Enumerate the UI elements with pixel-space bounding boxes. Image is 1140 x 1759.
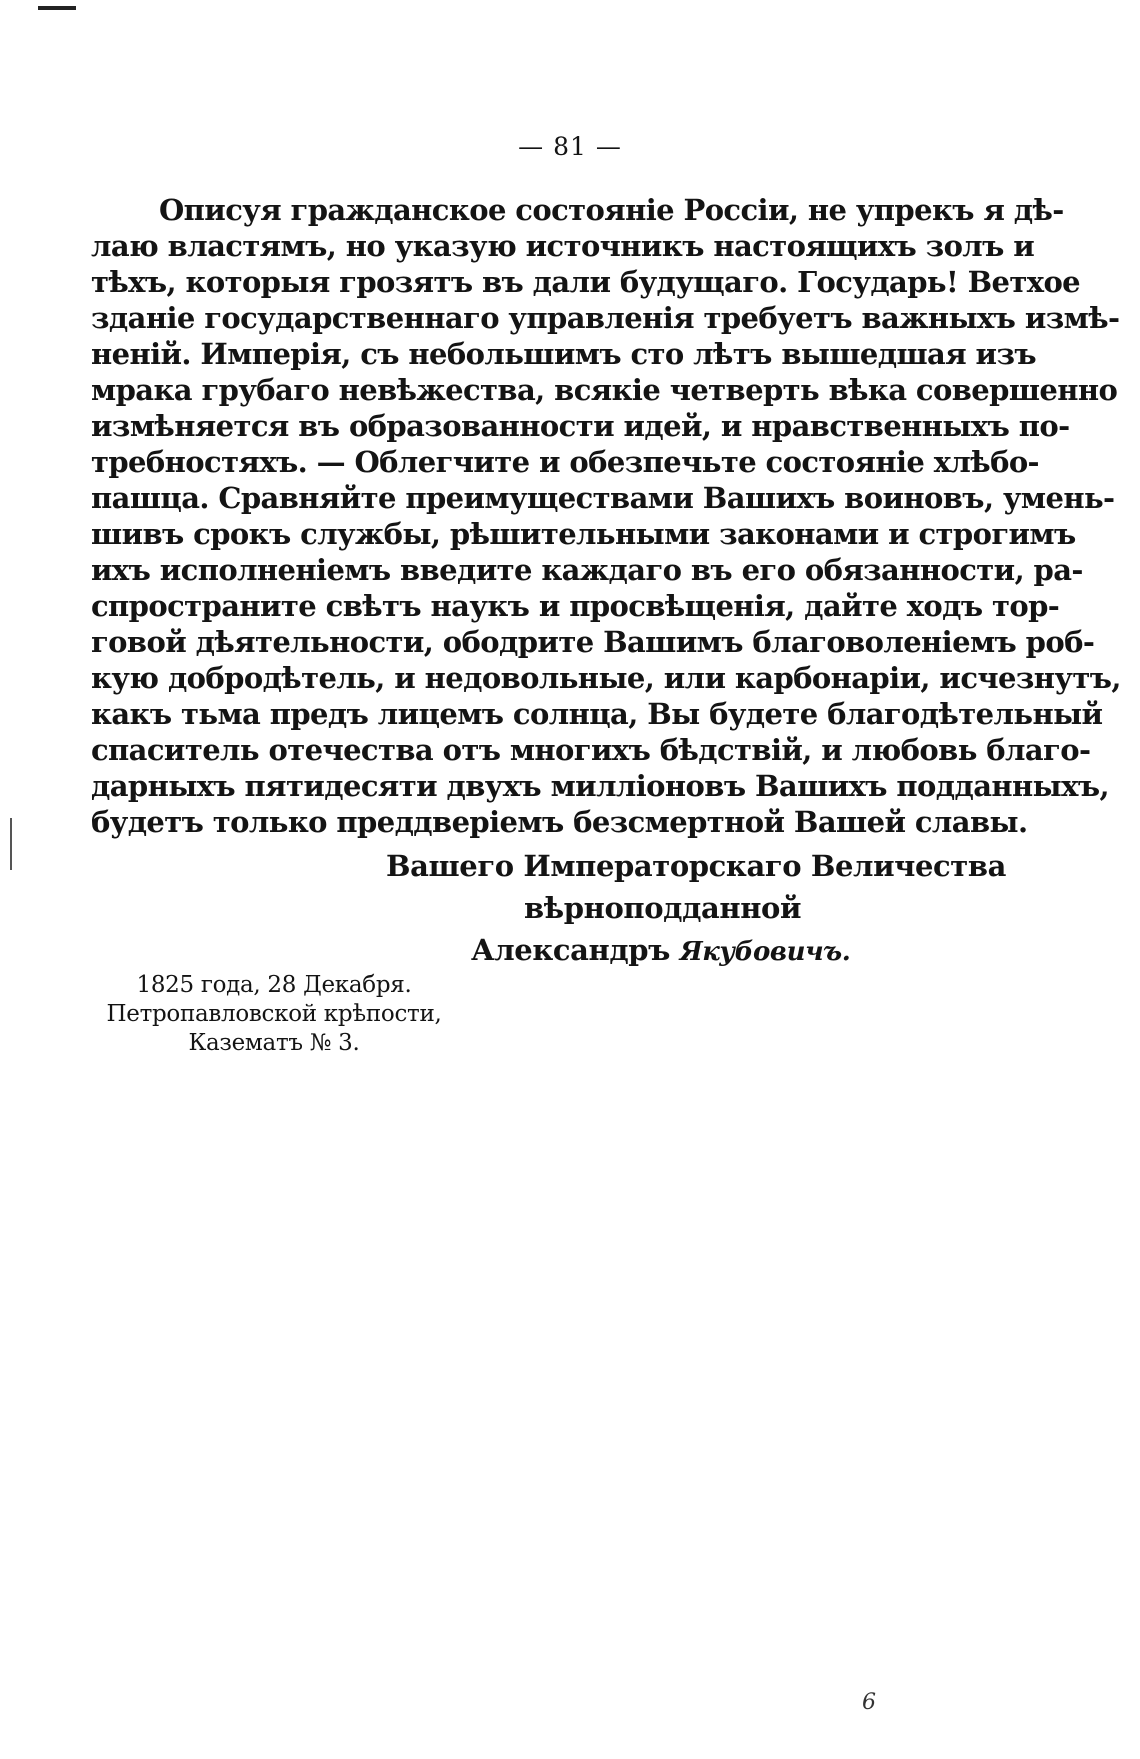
body-line: тѣхъ, которыя грозятъ въ дали будущаго. Государь! Ветхое [91,265,1081,299]
body-line: ихъ исполненіемъ введите каждаго въ его обязанности, ра- [91,553,1083,587]
signature-mark: 6 [862,1690,876,1715]
page-number: — 81 — [518,132,622,161]
signature-surname: Якубовичъ. [679,937,851,967]
body-line: кую добродѣтель, и недовольные, или карбонаріи, исчезнутъ, [91,661,1121,695]
body-line: зданіе государственнаго управленія требуетъ важныхъ измѣ- [91,301,1120,335]
signature-name [471,933,850,967]
scan-corner-mark [38,6,76,10]
body-line: измѣняется въ образованности идей, и нравственныхъ по- [91,409,1070,443]
body-line: спространите свѣтъ наукъ и просвѣщенія, дайте ходъ тор- [91,589,1060,623]
body-line: мрака грубаго невѣжества, всякіе четверть вѣка совершенно [91,373,1118,407]
body-line: шивъ срокъ службы, рѣшительными законами и строгимъ [91,517,1076,551]
body-line: дарныхъ пятидесяти двухъ милліоновъ Вашихъ подданныхъ, [91,769,1109,803]
signature-title: Вашего Императорскаго Величества [386,849,1007,883]
date-line: 1825 года, 28 Декабря. [136,972,412,998]
signature-subject: вѣрноподданной [524,891,802,925]
body-line: неній. Имперія, съ небольшимъ сто лѣтъ вышедшая изъ [91,337,1037,371]
body-line: спаситель отечества отъ многихъ бѣдствій, и любовь благо- [91,733,1091,767]
place-line: Петропавловской крѣпости, [106,1001,442,1027]
body-line: пашца. Сравняйте преимуществами Вашихъ воиновъ, умень- [91,481,1115,515]
body-line: говой дѣятельности, ободрите Вашимъ благоволеніемъ роб- [91,625,1095,659]
body-paragraph [91,192,1121,840]
cell-line: Казематъ № 3. [188,1030,360,1056]
body-line: будетъ только преддверіемъ безсмертной Вашей славы. [91,805,1028,839]
signature-first-name: Александръ [471,933,670,967]
body-line: Описуя гражданское состояніе Россіи, не упрекъ я дѣ- [159,193,1064,227]
scan-edge-line [10,818,12,870]
body-line: какъ тьма предъ лицемъ солнца, Вы будете благодѣтельный [91,697,1103,731]
body-line: лаю властямъ, но указую источникъ настоящихъ золъ и [91,229,1035,263]
body-line: требностяхъ. — Облегчите и обезпечьте состояніе хлѣбо- [91,445,1039,479]
